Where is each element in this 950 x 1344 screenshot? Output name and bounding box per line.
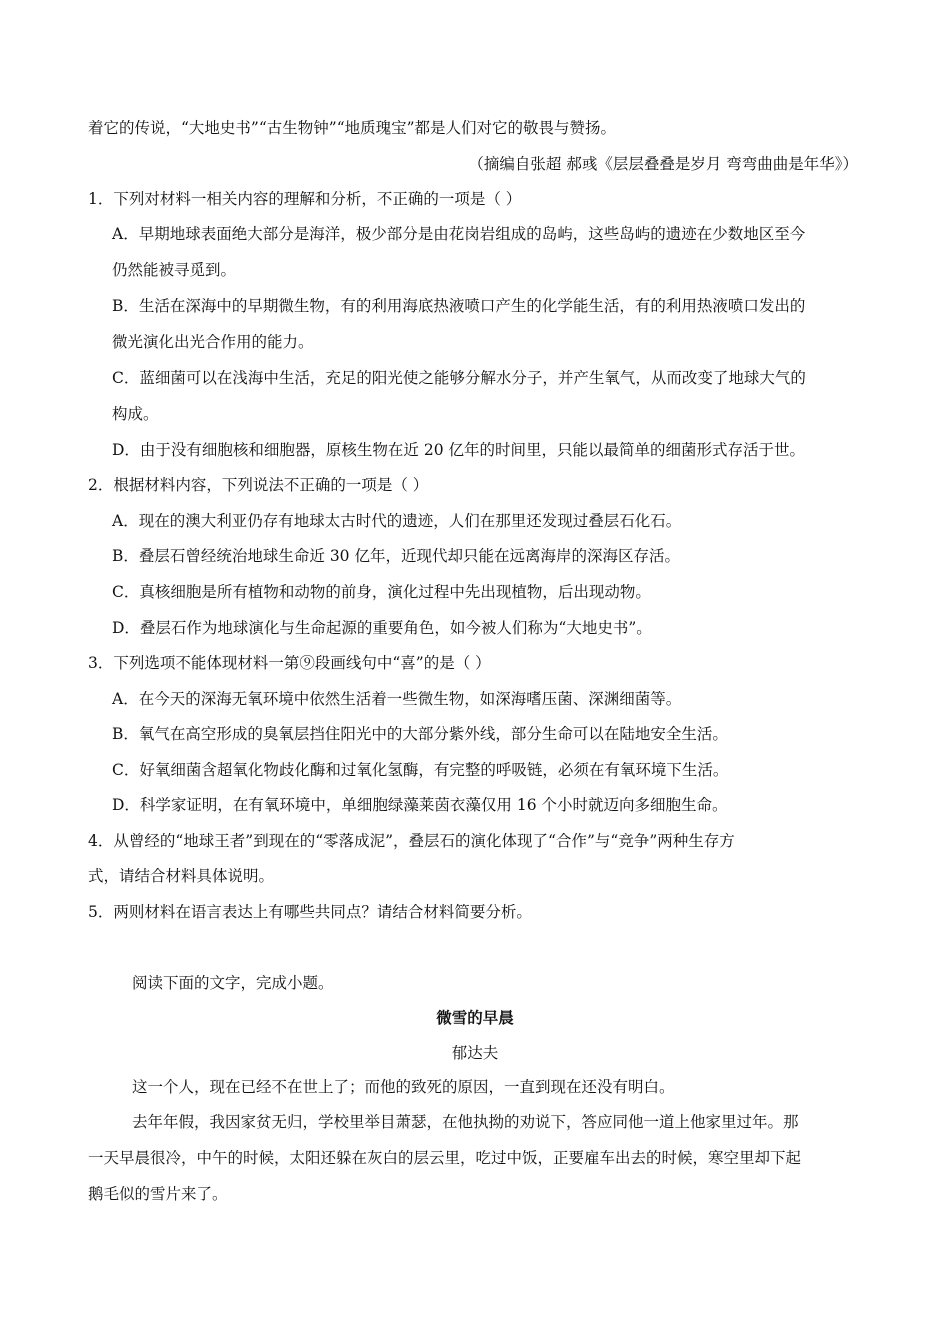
question-3-option-a: A．在今天的深海无氧环境中依然生活着一些微生物，如深海嗜压菌、深渊细菌等。 — [112, 690, 682, 708]
question-2-stem: 2．根据材料内容，下列说法不正确的一项是（ ） — [88, 476, 429, 494]
question-1-option-a: A．早期地球表面绝大部分是海洋，极少部分是由花岗岩组成的岛屿，这些岛屿的遗迹在少数地区至今 — [112, 225, 806, 243]
passage-paragraph-2-end: 鹅毛似的雪片来了。 — [88, 1185, 228, 1203]
passage-author: 郁达夫 — [451, 1044, 499, 1062]
question-2-option-c: C．真核细胞是所有植物和动物的前身，演化过程中先出现植物，后出现动物。 — [112, 583, 651, 601]
passage-title: 微雪的早晨 — [436, 1008, 514, 1027]
question-1-option-d: D．由于没有细胞核和细胞器，原核生物在近 20 亿年的时间里，只能以最简单的细菌形式存活于世。 — [112, 441, 806, 459]
question-1-option-a-cont: 仍然能被寻觅到。 — [112, 261, 237, 279]
question-1-option-b: B．生活在深海中的早期微生物，有的利用海底热液喷口产生的化学能生活，有的利用热液喷口发出的 — [112, 297, 806, 315]
passage-paragraph-1: 这一个人，现在已经不在世上了；而他的致死的原因，一直到现在还没有明白。 — [132, 1078, 675, 1096]
question-1-stem: 1．下列对材料一相关内容的理解和分析，不正确的一项是（ ） — [88, 190, 522, 208]
question-1-option-c: C．蓝细菌可以在浅海中生活，充足的阳光使之能够分解水分子，并产生氧气，从而改变了地球大气的 — [112, 369, 806, 387]
passage-paragraph-2: 去年年假，我因家贫无归，学校里举目萧瑟，在他执拗的劝说下，答应同他一道上他家里过年。那 — [132, 1113, 799, 1131]
question-3-option-c: C．好氧细菌含超氧化物歧化酶和过氧化氢酶，有完整的呼吸链，必须在有氧环境下生活。 — [112, 761, 729, 779]
question-2-option-d: D．叠层石作为地球演化与生命起源的重要角色，如今被人们称为“大地史书”。 — [112, 619, 652, 637]
material-closing-line: 着它的传说，“大地史书”“古生物钟”“地质瑰宝”都是人们对它的敬畏与赞扬。 — [88, 119, 617, 137]
question-3-option-d: D．科学家证明，在有氧环境中，单细胞绿藻莱茵衣藻仅用 16 个小时就迈向多细胞生命。 — [112, 796, 728, 814]
citation: （摘编自张超 郝彧《层层叠叠是岁月 弯弯曲曲是年华》） — [468, 155, 858, 173]
question-2-option-b: B．叠层石曾经统治地球生命近 30 亿年，近现代却只能在远离海岸的深海区存活。 — [112, 547, 680, 565]
passage-paragraph-2-cont: 一天早晨很冷，中午的时候，太阳还躲在灰白的层云里，吃过中饭，正要雇车出去的时候，寒空里却下起 — [88, 1149, 802, 1167]
question-3-stem: 3．下列选项不能体现材料一第⑨段画线句中“喜”的是（ ） — [88, 654, 491, 672]
question-5-stem: 5．两则材料在语言表达上有哪些共同点？请结合材料简要分析。 — [88, 903, 532, 921]
question-4-stem: 4．从曾经的“地球王者”到现在的“零落成泥”，叠层石的演化体现了“合作”与“竞争”两种生存方 — [88, 832, 735, 850]
question-1-option-b-cont: 微光演化出光合作用的能力。 — [112, 333, 314, 351]
reading-instruction: 阅读下面的文字，完成小题。 — [132, 974, 334, 992]
question-4-stem-cont: 式，请结合材料具体说明。 — [88, 867, 275, 885]
question-1-option-c-cont: 构成。 — [112, 405, 159, 423]
question-3-option-b: B．氧气在高空形成的臭氧层挡住阳光中的大部分紫外线，部分生命可以在陆地安全生活。 — [112, 725, 728, 743]
question-2-option-a: A．现在的澳大利亚仍存有地球太古时代的遗迹，人们在那里还发现过叠层石化石。 — [112, 512, 682, 530]
